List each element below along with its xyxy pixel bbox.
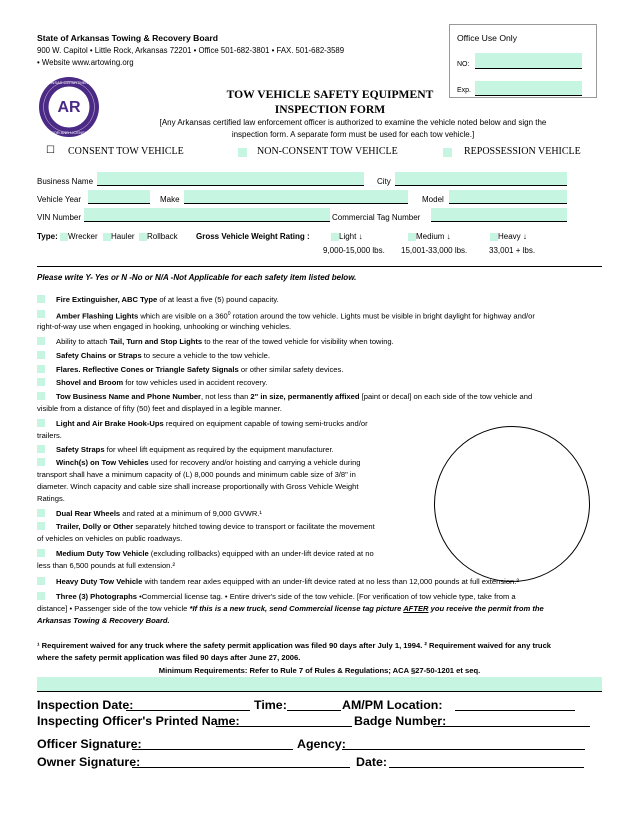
- tag-field[interactable]: [431, 208, 567, 222]
- item-checkbox-airbrake[interactable]: [37, 419, 45, 427]
- owner-date-label: Date:: [356, 755, 387, 769]
- item-straps: Safety Straps for wheel lift equipment as required by the equipment manufacturer.: [56, 445, 334, 454]
- repo-label: REPOSSESSION VEHICLE: [464, 146, 581, 157]
- location-field[interactable]: [455, 710, 575, 711]
- city-field[interactable]: [395, 172, 567, 186]
- officer-signature-field[interactable]: [132, 749, 293, 750]
- inspection-date-field[interactable]: [126, 710, 250, 711]
- item-checkbox-photos[interactable]: [37, 592, 45, 600]
- hauler-label: Hauler: [111, 232, 135, 241]
- org-website: • Website www.artowing.org: [37, 58, 134, 67]
- time-field[interactable]: [287, 710, 341, 711]
- item-winch-3: diameter. Winch capacity and cable size shall increase proportionally with Gross Vehicle Weight: [37, 482, 359, 491]
- item-tail: Ability to attach Tail, Turn and Stop Lights to the rear of the towed vehicle for visibility when towing.: [56, 337, 394, 346]
- item-flares: Flares. Reflective Cones or Triangle Safety Signals or other similar safety devices.: [56, 365, 344, 374]
- owner-signature-field[interactable]: [132, 767, 350, 768]
- notes-field[interactable]: [37, 677, 602, 692]
- consent-label: CONSENT TOW VEHICLE: [68, 146, 184, 157]
- divider: [37, 266, 602, 267]
- office-no-label: NO:: [457, 61, 470, 68]
- nonconsent-checkbox[interactable]: [238, 148, 247, 157]
- office-exp-field[interactable]: [475, 81, 582, 96]
- office-use-box: [449, 24, 597, 98]
- item-trailer-2: of vehicles on vehicles on public roadways.: [37, 534, 183, 543]
- officer-signature-label: Officer Signature:: [37, 737, 142, 751]
- repo-checkbox[interactable]: [443, 148, 452, 157]
- wrecker-label: Wrecker: [68, 232, 98, 241]
- business-label: Business Name: [37, 177, 94, 186]
- item-photos-2: distance] • Passenger side of the tow vehicle *If this is a new truck, send Commercial license tag picture AFTER you receive the permit from the: [37, 604, 544, 613]
- ampm-location-label: AM/PM Location:: [342, 698, 443, 712]
- item-fire: Fire Extinguisher, ABC Type of at least a five (5) pound capacity.: [56, 295, 279, 304]
- item-business: Tow Business Name and Phone Number, not less than 2" in size, permanently affixed [paint or decal] on each side of the tow vehicle and: [56, 392, 533, 401]
- item-checkbox-business[interactable]: [37, 392, 45, 400]
- office-exp-label: Exp.: [457, 87, 472, 94]
- item-shovel: Shovel and Broom for tow vehicles used in accident recovery.: [56, 378, 268, 387]
- svg-text:ARKANSAS DEPARTMENT OF: ARKANSAS DEPARTMENT OF: [40, 80, 98, 85]
- item-heavy: Heavy Duty Tow Vehicle with tandem rear axles equipped with an under-lift device rated at no less than 12,000 pounds at full extension.²: [56, 577, 519, 586]
- item-checkbox-heavy[interactable]: [37, 577, 45, 585]
- office-use-title: Office Use Only: [457, 33, 518, 43]
- org-address: 900 W. Capitol • Little Rock, Arkansas 72201 • Office 501-682-3801 • FAX. 501-682-3589: [37, 46, 345, 55]
- item-winch-2: transport shall have a minimum capacity of (L) 8,000 pounds and minimum cable size of 3/8" in: [37, 470, 356, 479]
- model-field[interactable]: [449, 190, 567, 204]
- item-chains: Safety Chains or Straps to secure a vehicle to the tow vehicle.: [56, 351, 270, 360]
- tag-label: Commercial Tag Number: [332, 213, 421, 222]
- item-medium: Medium Duty Tow Vehicle (excluding rollbacks) equipped with an under-lift device rated at no: [56, 549, 374, 558]
- item-winch: Winch(s) on Tow Vehicles used for recovery and/or hoisting and carrying a vehicle during: [56, 458, 361, 467]
- light-label: Light ↓: [339, 232, 363, 241]
- medium-checkbox[interactable]: [408, 233, 416, 241]
- item-checkbox-tail[interactable]: [37, 337, 45, 345]
- year-field[interactable]: [88, 190, 150, 204]
- office-no-field[interactable]: [475, 53, 582, 69]
- badge-label: Badge Number:: [354, 714, 447, 728]
- owner-date-field[interactable]: [389, 767, 584, 768]
- agency-field[interactable]: [342, 749, 585, 750]
- item-airbrake-2: trailers.: [37, 431, 62, 440]
- instructions: Please write Y- Yes or N -No or N/A -Not Applicable for each safety item listed below.: [37, 273, 357, 282]
- hauler-checkbox[interactable]: [103, 233, 111, 241]
- item-checkbox-chains[interactable]: [37, 351, 45, 359]
- item-trailer: Trailer, Dolly or Other separately hitched towing device to transport or facilitate the movement: [56, 522, 375, 531]
- item-checkbox-shovel[interactable]: [37, 378, 45, 386]
- item-winch-4: Ratings.: [37, 494, 65, 503]
- year-label: Vehicle Year: [37, 195, 82, 204]
- heavy-label: Heavy ↓: [498, 232, 527, 241]
- heavy-checkbox[interactable]: [490, 233, 498, 241]
- rollback-checkbox[interactable]: [139, 233, 147, 241]
- make-label: Make: [160, 195, 180, 204]
- vin-label: VIN Number: [37, 213, 82, 222]
- vin-field[interactable]: [84, 208, 330, 222]
- item-checkbox-medium[interactable]: [37, 549, 45, 557]
- medium-label: Medium ↓: [416, 232, 451, 241]
- officer-name-label: Inspecting Officer's Printed Name:: [37, 714, 240, 728]
- min-requirements: Minimum Requirements: Refer to Rule 7 of Rules & Regulations; ACA §27-50-1201 et seq.: [158, 666, 481, 675]
- item-checkbox-winch[interactable]: [37, 458, 45, 466]
- item-checkbox-dual[interactable]: [37, 509, 45, 517]
- form-title-2: INSPECTION FORM: [274, 103, 386, 116]
- photo-circle: [434, 426, 590, 582]
- footnote-1: ¹ Requirement waived for any truck where the safety permit application was filed 90 days after July 1, 1994. ² Requirement waived for any truck: [37, 641, 552, 650]
- light-checkbox[interactable]: [331, 233, 339, 241]
- item-checkbox-flares[interactable]: [37, 365, 45, 373]
- form-intro-1: [Any Arkansas certified law enforcement officer is authorized to examine the vehicle noted below and sign the: [159, 118, 547, 127]
- rollback-label: Rollback: [147, 232, 178, 241]
- form-title-1: TOW VEHICLE SAFETY EQUIPMENT: [226, 88, 434, 101]
- medium-range: 15,001-33,000 lbs.: [401, 246, 468, 255]
- city-label: City: [377, 177, 391, 186]
- item-amber-2: right-of-way use when engaged in hooking, unhooking or winching vehicles.: [37, 322, 292, 331]
- business-field[interactable]: [97, 172, 364, 186]
- item-amber: Amber Flashing Lights which are visible on a $360^0$ rotation around the tow vehicle. Lights must be visible in bright daylight for highway and/or: [56, 311, 535, 321]
- gvwr-label: Gross Vehicle Weight Rating :: [196, 232, 310, 241]
- type-label: Type:: [37, 232, 58, 241]
- footnote-2: where the safety permit application was filed 90 days after June 27, 2006.: [37, 653, 301, 662]
- time-label: Time:: [254, 698, 287, 712]
- light-range: 9,000-15,000 lbs.: [323, 246, 385, 255]
- item-photos: Three (3) Photographs •Commercial license tag. • Entire driver's side of the tow vehicle. [For verification of tow vehicle type, take from a: [56, 592, 516, 601]
- item-checkbox-amber[interactable]: [37, 310, 45, 318]
- seal-letters: AR: [57, 99, 81, 116]
- item-airbrake: Light and Air Brake Hook-Ups required on equipment capable of towing semi-trucks and/or: [56, 419, 368, 428]
- consent-checkbox[interactable]: ☐: [46, 145, 55, 156]
- seal-logo: [38, 76, 100, 138]
- model-label: Model: [422, 195, 444, 204]
- item-business-2: visible from a distance of fifty (50) feet and displayed in a legible manner.: [37, 404, 282, 413]
- heavy-range: 33,001 + lbs.: [489, 246, 536, 255]
- svg-text:LABOR AND LICENSING: LABOR AND LICENSING: [46, 130, 92, 135]
- owner-signature-label: Owner Signature:: [37, 755, 141, 769]
- item-dual: Dual Rear Wheels and rated at a minimum of 9,000 GVWR.¹: [56, 509, 262, 518]
- org-name: State of Arkansas Towing & Recovery Board: [37, 33, 218, 43]
- agency-label: Agency:: [297, 737, 346, 751]
- item-checkbox-trailer[interactable]: [37, 522, 45, 530]
- make-field[interactable]: [184, 190, 408, 204]
- wrecker-checkbox[interactable]: [60, 233, 68, 241]
- officer-name-field[interactable]: [216, 726, 352, 727]
- item-checkbox-fire[interactable]: [37, 295, 45, 303]
- form-intro-2: inspection form. A separate form must be used for each tow vehicle.]: [231, 130, 475, 139]
- item-checkbox-straps[interactable]: [37, 445, 45, 453]
- nonconsent-label: NON-CONSENT TOW VEHICLE: [257, 146, 398, 157]
- inspection-date-label: Inspection Date:: [37, 698, 134, 712]
- badge-field[interactable]: [433, 726, 590, 727]
- item-photos-3: Arkansas Towing & Recovery Board.: [37, 616, 170, 625]
- item-medium-2: less than 6,500 pounds at full extension.²: [37, 561, 176, 570]
